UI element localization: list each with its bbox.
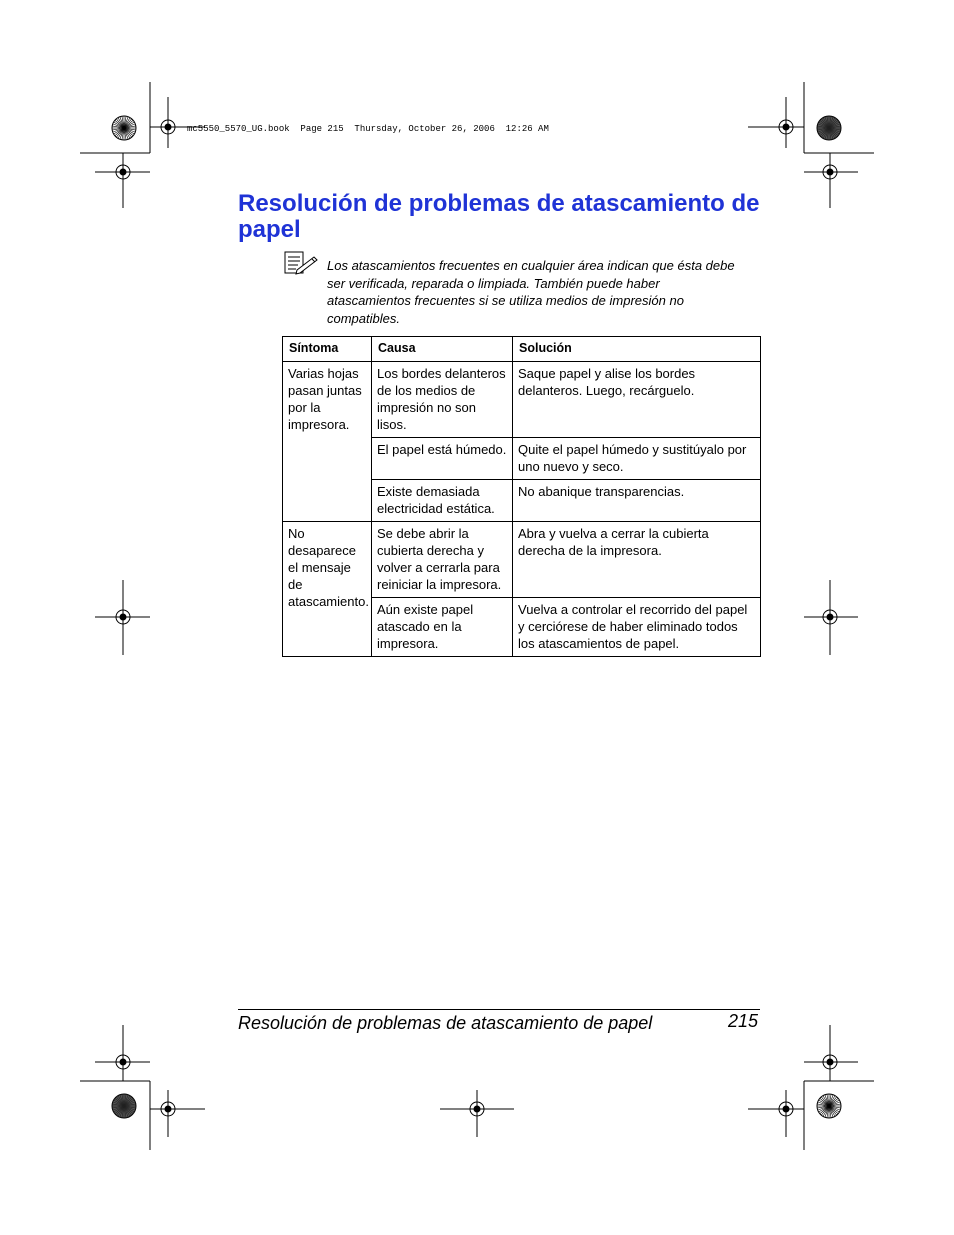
- cause-cell: Aún existe papel atascado en la impresora.: [372, 598, 513, 657]
- page-number: 215: [728, 1011, 759, 1031]
- table-row: [283, 522, 761, 598]
- book-header-line: mc5550_5570_UG.book Page 215 Thursday, October 26, 2006 12:26 AM: [187, 124, 549, 134]
- footer-title: Resolución de problemas de atascamiento de papel: [238, 1013, 653, 1033]
- solution-cell: Vuelva a controlar el recorrido del papel y cerciórese de haber eliminado todos los atascamientos de papel.: [513, 598, 761, 657]
- solution-cell: Quite el papel húmedo y sustitúyalo por uno nuevo y seco.: [513, 438, 761, 480]
- starburst-mark: [112, 116, 136, 140]
- cause-cell: Se debe abrir la cubierta derecha y volver a cerrarla para reiniciar la impresora.: [372, 522, 513, 598]
- cause-cell: Los bordes delanteros de los medios de impresión no son lisos.: [372, 362, 513, 438]
- page-title: Resolución de problemas de atascamiento de papel: [238, 190, 760, 243]
- symptom-cell: Varias hojas pasan juntas por la impresora.: [283, 362, 372, 522]
- solution-cell: Abra y vuelva a cerrar la cubierta derecha de la impresora.: [513, 522, 761, 598]
- cause-cell: El papel está húmedo.: [372, 438, 513, 480]
- starburst-mark: [817, 116, 841, 140]
- starburst-mark: [817, 1094, 841, 1118]
- solution-cell: Saque papel y alise los bordes delanteros. Luego, recárguelo.: [513, 362, 761, 438]
- footer-rule: [238, 1009, 760, 1010]
- column-header-cause: Causa: [372, 337, 513, 362]
- table-row: [283, 362, 761, 438]
- note-pencil-icon: [284, 251, 318, 275]
- solution-cell: No abanique transparencias.: [513, 480, 761, 522]
- table-header-row: [283, 337, 761, 362]
- cause-cell: Existe demasiada electricidad estática.: [372, 480, 513, 522]
- troubleshooting-table: [282, 336, 761, 657]
- starburst-mark: [112, 1094, 136, 1118]
- column-header-symptom: Síntoma: [283, 337, 372, 362]
- column-header-solution: Solución: [513, 337, 761, 362]
- note-text: Los atascamientos frecuentes en cualquier área indican que ésta debe ser verificada, reparada o limpiada. También puede haber atascamientos frecuentes si se utiliza medios de impresión no compatibles.: [327, 258, 735, 326]
- symptom-cell: No desaparece el mensaje de atascamiento.: [283, 522, 372, 657]
